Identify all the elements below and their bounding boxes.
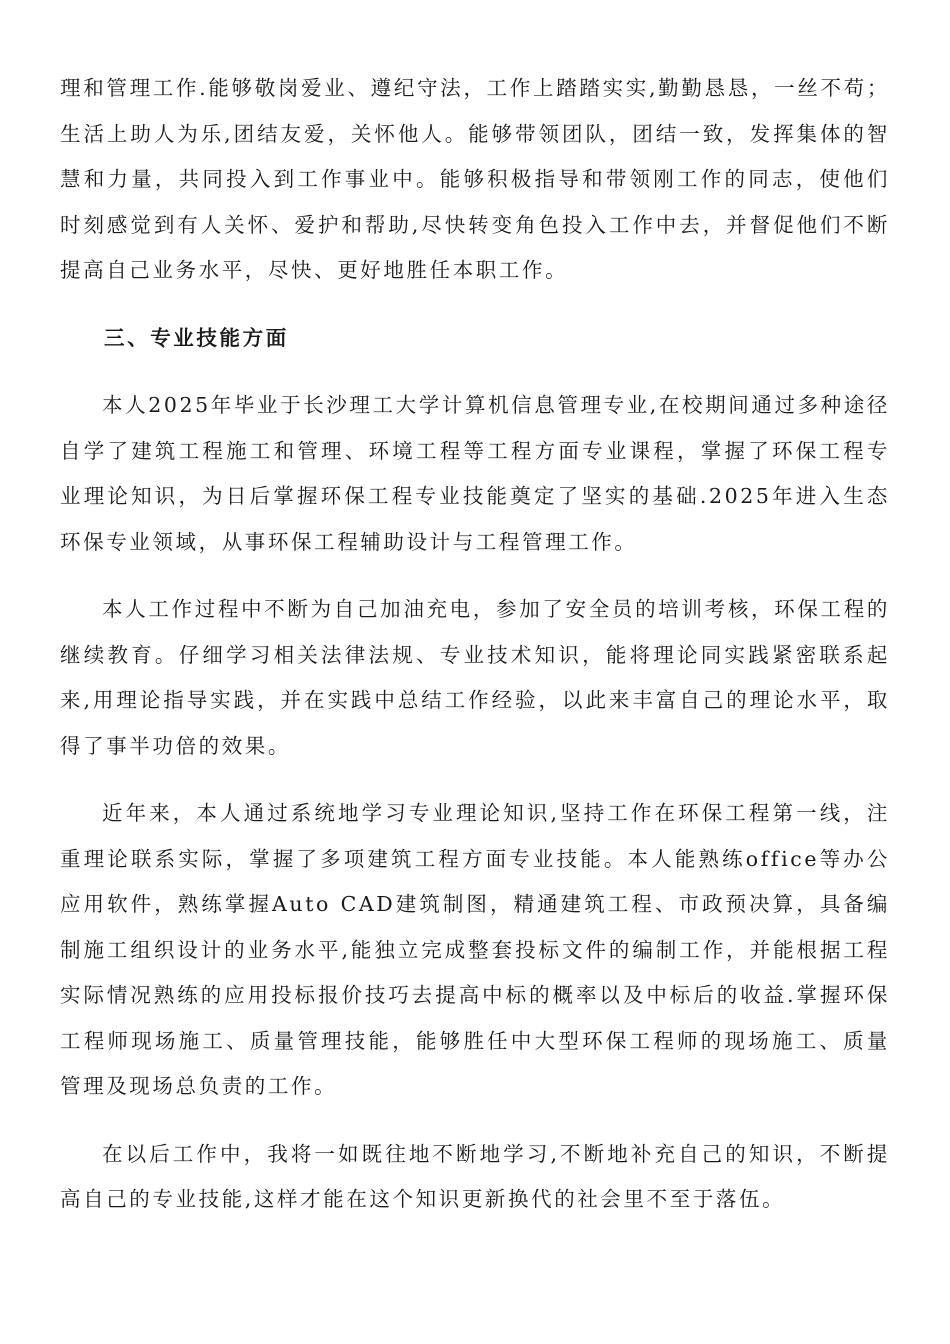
paragraph-gap <box>60 769 890 791</box>
paragraph-training: 本人工作过程中不断为自己加油充电，参加了安全员的培训考核，环保工程的继续教育。仔细学习相关法律法规、专业技术知识，能将理论同实践紧密联系起来,用理论指导实践，并在实践中总结工作经验，以此来丰富自己的理论水平，取得了事半功倍的效果。 <box>60 597 890 758</box>
paragraph-skills: 近年来，本人通过系统地学习专业理论知识,坚持工作在环保工程第一线，注重理论联系实际，掌握了多项建筑工程方面专业技能。本人能熟练office等办公应用软件，熟练掌握Auto CAD建筑制图，精通建筑工程、市政预决算，具备编制施工组织设计的业务水平,能独立完成整套投标文件的编制工作，并能根据工程实际情况熟练的应用投标报价技巧去提高中标的概率以及中标后的收益.掌握环保工程师现场施工、质量管理技能，能够胜任中大型环保工程师的现场施工、质量管理及现场总负责的工作。 <box>60 801 890 1098</box>
paragraph-gap <box>60 1110 890 1132</box>
paragraph-future: 在以后工作中，我将一如既往地不断地学习,不断地补充自己的知识，不断提高自己的专业技能,这样才能在这个知识更新换代的社会里不至于落伍。 <box>60 1141 890 1211</box>
document-page <box>60 66 890 1223</box>
paragraph-gap <box>60 361 890 383</box>
paragraph-education: 本人2025年毕业于长沙理工大学计算机信息管理专业,在校期间通过多种途径自学了建筑工程施工和管理、环境工程等工程方面专业课程，掌握了环保工程专业理论知识，为日后掌握环保工程专业技能奠定了坚实的基础.2025年进入生态环保专业领域，从事环保工程辅助设计与工程管理工作。 <box>60 393 890 554</box>
section-heading: 三、专业技能方面 <box>104 325 289 350</box>
paragraph-gap <box>60 565 890 587</box>
paragraph-gap <box>60 294 890 316</box>
paragraph-continuation: 理和管理工作.能够敬岗爱业、遵纪守法，工作上踏踏实实,勤勤恳恳，一丝不苟；生活上助人为乐,团结友爱，关怀他人。能够带领团队，团结一致，发挥集体的智慧和力量，共同投入到工作事业中。能够积极指导和带领刚工作的同志，使他们时刻感觉到有人关怀、爱护和帮助,尽快转变角色投入工作中去，并督促他们不断提高自己业务水平，尽快、更好地胜任本职工作。 <box>60 76 890 282</box>
